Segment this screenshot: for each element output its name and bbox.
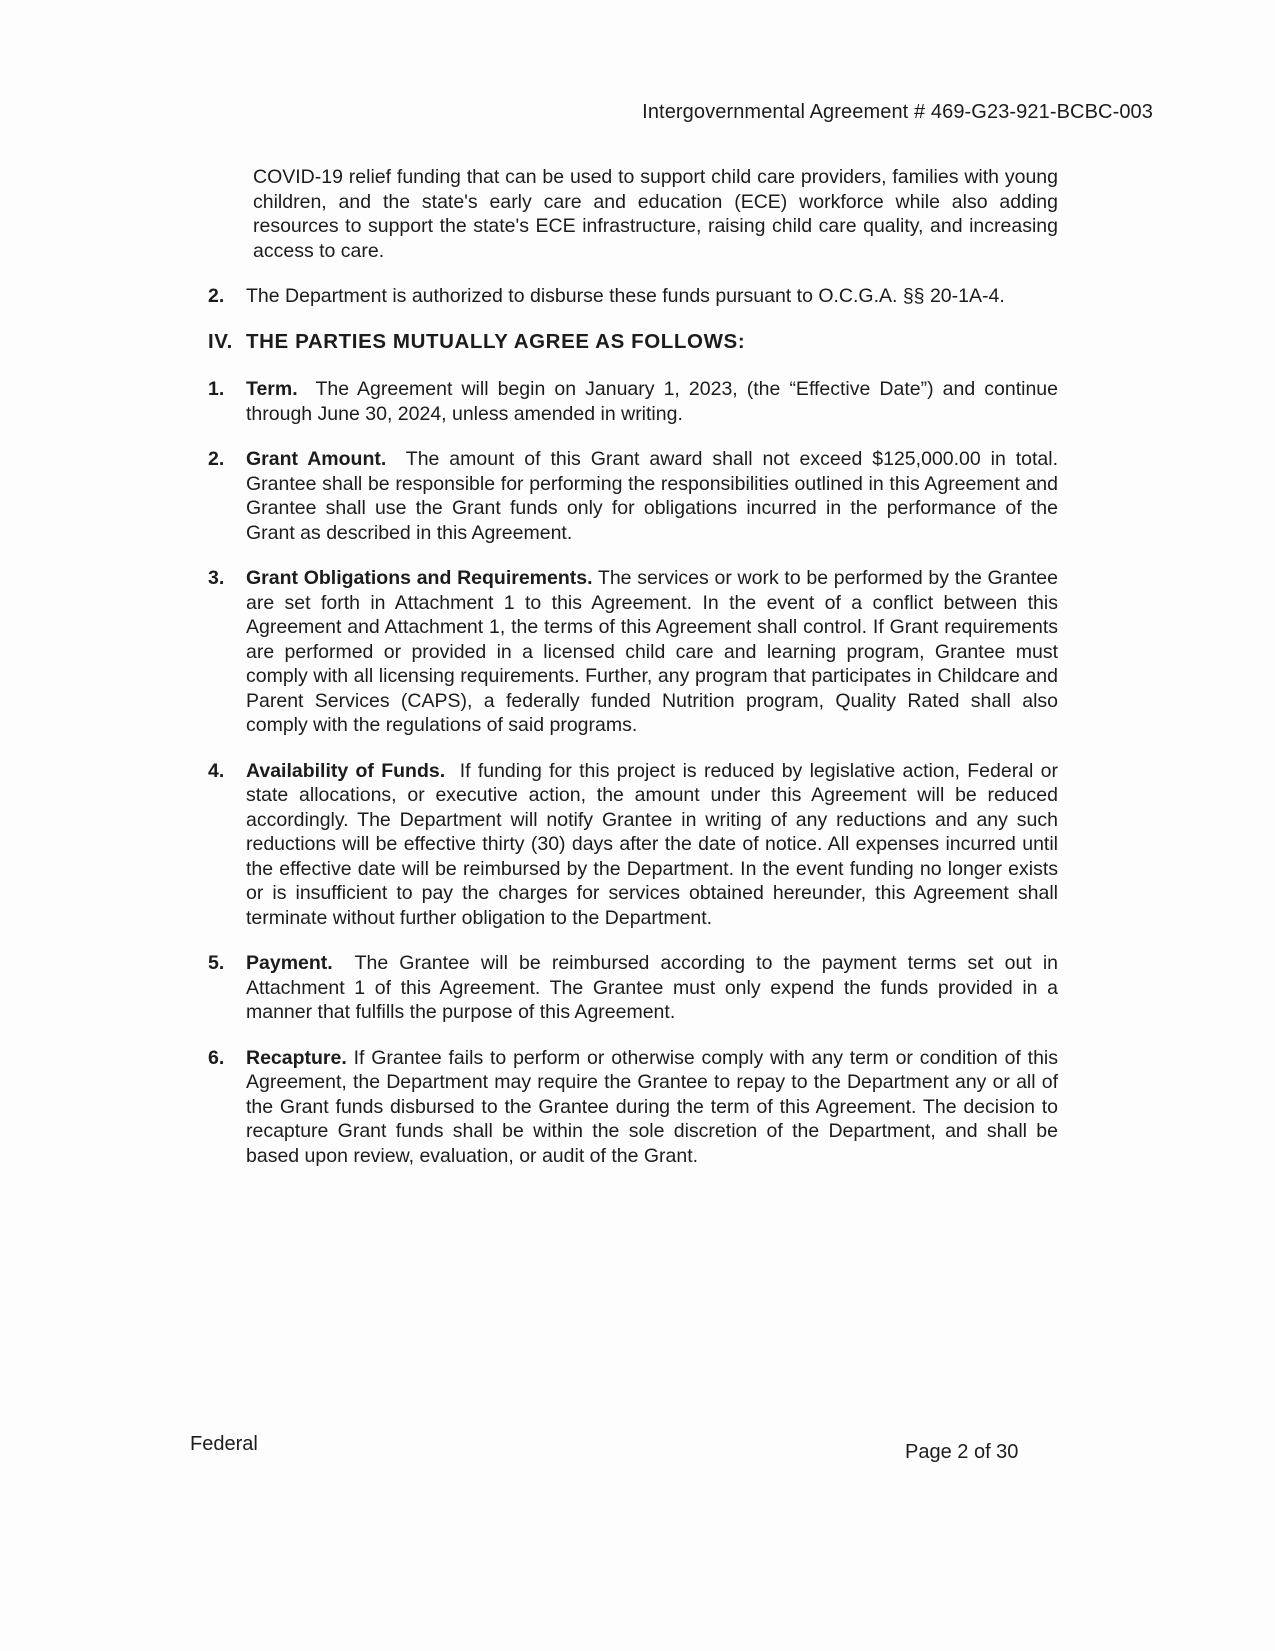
- clause-content: [246, 566, 1058, 738]
- authority-item: [208, 284, 1058, 309]
- clause-title: Grant Obligations and Requirements.: [246, 567, 593, 589]
- clause-content: [246, 1046, 1058, 1169]
- clause-availability-of-funds: [208, 759, 1058, 931]
- clause-recapture: [208, 1046, 1058, 1169]
- clause-payment: [208, 951, 1058, 1025]
- section-iv-roman: IV.: [208, 329, 233, 353]
- clause-number: 5.: [208, 952, 225, 974]
- clause-title: Payment.: [246, 952, 333, 974]
- authority-text: The Department is authorized to disburse these funds pursuant to O.C.G.A. §§ 20-1A-4.: [246, 285, 1005, 307]
- clause-text: The Agreement will begin on January 1, 2023, (the “Effective Date”) and continue through June 30, 2024, unless amended in writing.: [246, 378, 1058, 425]
- clause-grant-obligations: [208, 566, 1058, 738]
- clause-text: The amount of this Grant award shall not exceed $125,000.00 in total. Grantee shall be responsible for performing the responsibilities outlined in this Agreement and Grantee shall use the Grant funds only for obligations incurred in the performance of the Grant as described in this Agreement.: [246, 448, 1059, 544]
- section-iv-title: THE PARTIES MUTUALLY AGREE AS FOLLOWS:: [246, 329, 746, 353]
- authority-number: 2.: [208, 285, 225, 307]
- clause-number: 3.: [208, 567, 225, 589]
- clause-title: Availability of Funds.: [246, 759, 446, 782]
- clause-text: The Grantee will be reimbursed according to the payment terms set out in Attachment 1 of this Agreement. The Grantee must only expend the funds provided in a manner that fulfills the purpose of this Agreement.: [246, 952, 1059, 1023]
- clause-title: Term.: [246, 378, 298, 400]
- clause-text: If funding for this project is reduced by legislative action, Federal or state allocations, or executive action, the amount under this Agreement will be reduced accordingly. The Department will notify Grantee in writing of any reductions and any such reductions will be effective thirty (30) days after the date of notice. All expenses incurred until the effective date will be reimbursed by the Department. In the event funding no longer exists or is insufficient to pay the charges for services obtained hereunder, this Agreement shall terminate without further obligation to the Department.: [246, 759, 1058, 929]
- agreement-header: Intergovernmental Agreement # 469-G23-921-BCBC-003: [642, 101, 1153, 123]
- clause-term: [208, 377, 1058, 426]
- clause-grant-amount: [208, 447, 1058, 545]
- clause-content: [246, 377, 1058, 426]
- document-body: [208, 165, 1058, 1189]
- clause-content: [246, 447, 1058, 545]
- footer-label: Federal: [190, 1433, 258, 1455]
- clause-content: [246, 951, 1058, 1025]
- clause-text: The services or work to be performed by the Grantee are set forth in Attachment 1 to this Agreement. In the event of a conflict between this Agreement and Attachment 1, the terms of this Agreement shall control. If Grant requirements are performed or provided in a licensed child care and learning program, Grantee must comply with all licensing requirements. Further, any program that participates in Childcare and Parent Services (CAPS), a federally funded Nutrition program, Quality Rated shall also comply with the regulations of said programs.: [246, 567, 1059, 736]
- clause-number: 6.: [208, 1046, 225, 1069]
- clause-title: Grant Amount.: [246, 448, 387, 470]
- clause-title: Recapture.: [246, 1046, 347, 1069]
- clause-text: If Grantee fails to perform or otherwise comply with any term or condition of this Agreement, the Department may require the Grantee to repay to the Department any or all of the Grant funds disbursed to the Grantee during the term of this Agreement. The decision to recapture Grant funds shall be within the sole discretion of the Department, and shall be based upon review, evaluation, or audit of the Grant.: [246, 1046, 1058, 1167]
- clause-number: 4.: [208, 759, 225, 782]
- clause-number: 2.: [208, 448, 225, 470]
- clause-number: 1.: [208, 378, 225, 400]
- continuation-paragraph: COVID-19 relief funding that can be used to support child care providers, families with young children, and the state's early care and education (ECE) workforce while also adding resources to support the state's ECE infrastructure, raising child care quality, and increasing access to care.: [253, 166, 1058, 262]
- section-iv-heading: [208, 330, 1058, 355]
- page-number: Page 2 of 30: [905, 1441, 1019, 1463]
- clause-content: [246, 759, 1058, 931]
